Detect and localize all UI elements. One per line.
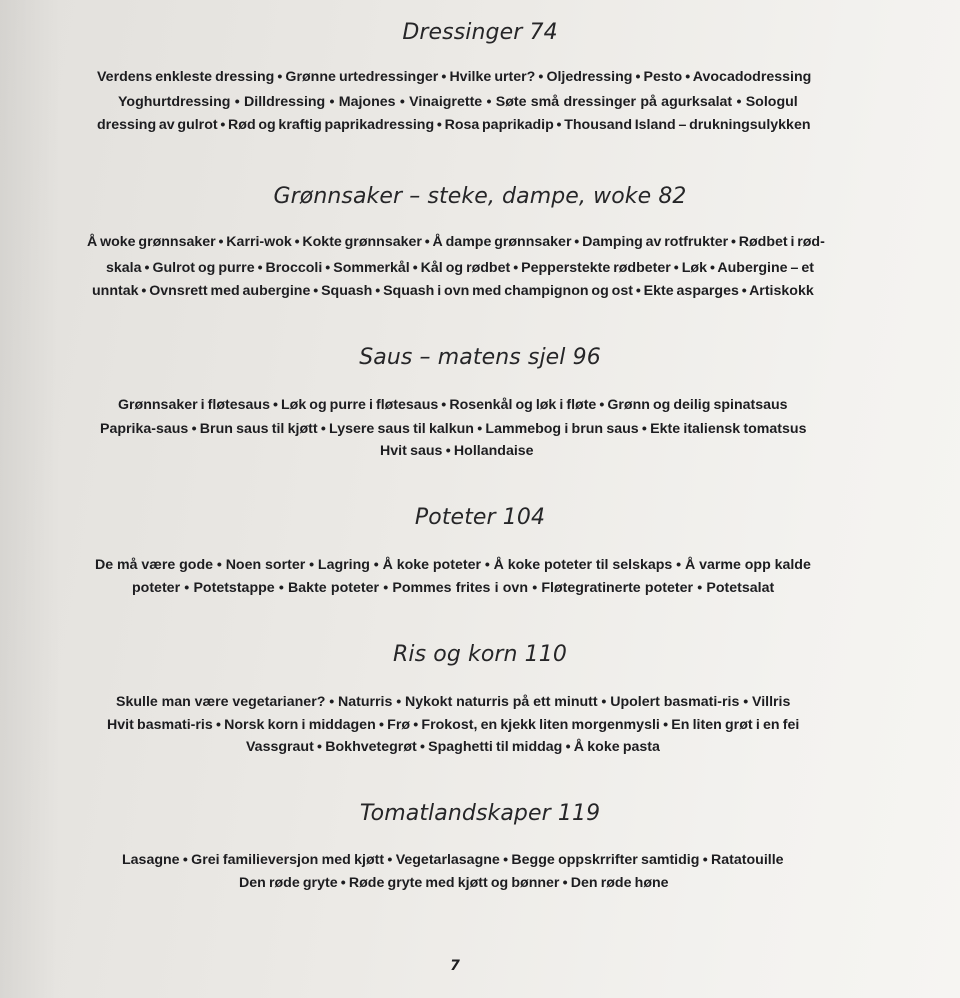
- section-line: Vassgraut • Bokhvetegrøt • Spaghetti til middag • Å koke pasta: [246, 739, 660, 755]
- section-heading-ris-og-korn: Ris og korn 110: [393, 642, 567, 667]
- section-line: unntak • Ovnsrett med aubergine • Squash • Squash i ovn med champignon og ost • Ekte asparges • Artiskokk: [92, 283, 814, 299]
- section-line: Verdens enkleste dressing • Grønne urtedressinger • Hvilke urter? • Oljedressing • Pesto • Avocadodressing: [97, 69, 812, 85]
- section-line: De må være gode • Noen sorter • Lagring • Å koke poteter • Å koke poteter til selskaps • Å varme opp kalde: [95, 557, 811, 573]
- section-line: Hvit saus • Hollandaise: [380, 443, 534, 459]
- page-shadow: [0, 0, 60, 998]
- section-line: Yoghurtdressing • Dilldressing • Majones • Vinaigrette • Søte små dressinger på agurksalat • Sologul: [118, 94, 798, 110]
- section-heading-dressinger: Dressinger 74: [402, 20, 558, 45]
- section-heading-poteter: Poteter 104: [414, 505, 546, 530]
- section-line: Skulle man være vegetarianer? • Naturris • Nykokt naturris på ett minutt • Upolert basmati-ris • Villris: [116, 694, 791, 710]
- section-line: Paprika-saus • Brun saus til kjøtt • Lysere saus til kalkun • Lammebog i brun saus • Ekte italiensk tomatsus: [100, 421, 807, 437]
- section-line: Den røde gryte • Røde gryte med kjøtt og bønner • Den røde høne: [239, 875, 669, 891]
- section-heading-tomatlandskaper: Tomatlandskaper 119: [359, 801, 601, 826]
- page-number: 7: [450, 958, 460, 974]
- section-line: poteter • Potetstappe • Bakte poteter • Pommes frites i ovn • Fløtegratinerte poteter • Potetsalat: [132, 580, 775, 596]
- section-heading-saus: Saus – matens sjel 96: [359, 345, 601, 370]
- section-heading-gronnsaker: Grønnsaker – steke, dampe, woke 82: [273, 184, 687, 209]
- section-line: Lasagne • Grei familieversjon med kjøtt • Vegetarlasagne • Begge oppskrrifter samtidig • Ratatouille: [122, 852, 784, 868]
- section-line: Hvit basmati-ris • Norsk korn i middagen • Frø • Frokost, en kjekk liten morgenmysli • En liten grøt i en fei: [107, 717, 800, 733]
- section-line: Grønnsaker i fløtesaus • Løk og purre i fløtesaus • Rosenkål og løk i fløte • Grønn og deilig spinatsaus: [118, 397, 788, 413]
- section-line: dressing av gulrot • Rød og kraftig paprikadressing • Rosa paprikadip • Thousand Island – drukningsulykken: [97, 117, 811, 133]
- section-line: skala • Gulrot og purre • Broccoli • Sommerkål • Kål og rødbet • Pepperstekte rødbeter • Løk • Aubergine – et: [106, 260, 815, 276]
- section-line: Å woke grønnsaker • Karri-wok • Kokte grønnsaker • Å dampe grønnsaker • Damping av rotfrukter • Rødbet i rød-: [87, 234, 825, 250]
